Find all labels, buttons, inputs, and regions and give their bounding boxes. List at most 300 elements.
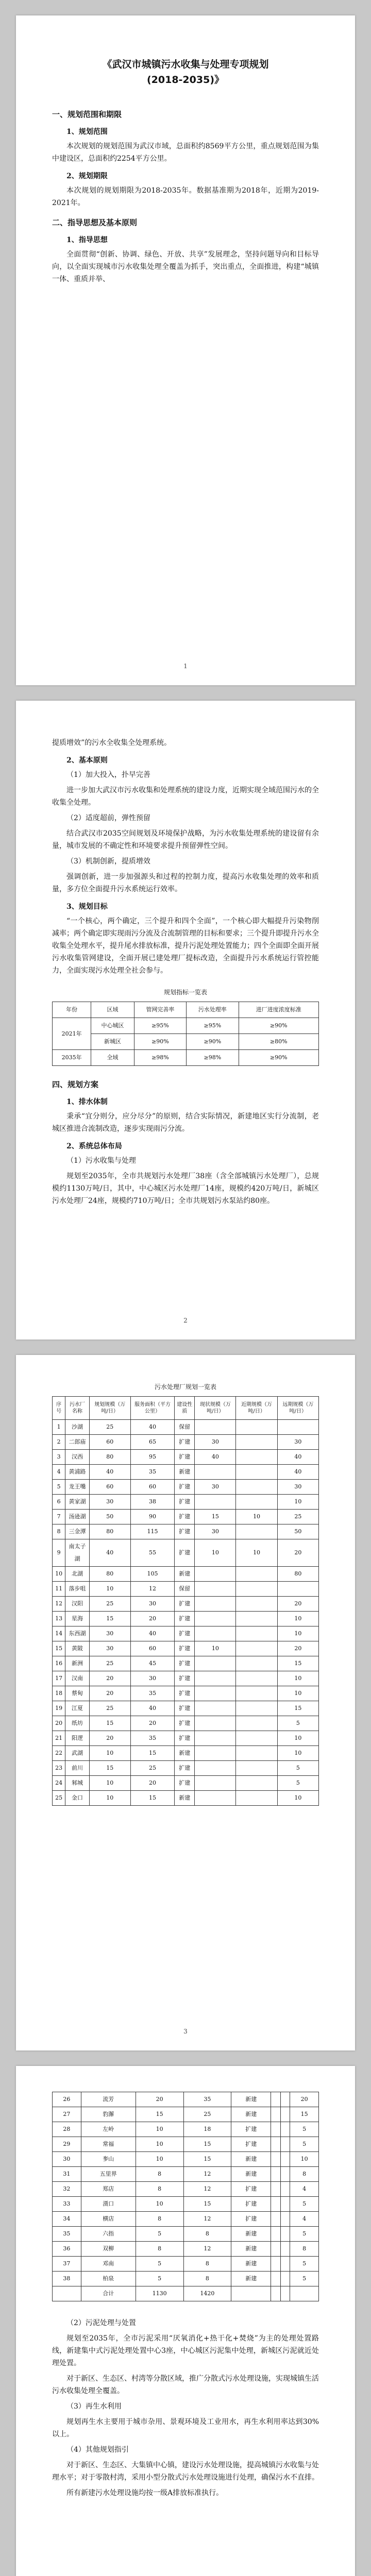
table-cell: 25 xyxy=(89,1656,130,1671)
table-cell xyxy=(195,1716,236,1731)
table-row xyxy=(53,1582,319,1597)
table-cell: 20 xyxy=(290,2092,319,2107)
table-cell: 24 xyxy=(53,1776,65,1791)
table-cell: 江夏 xyxy=(65,1701,89,1716)
table-cell xyxy=(195,1626,236,1641)
document-page-4 xyxy=(16,2066,355,2576)
table-cell: 18 xyxy=(53,1686,65,1701)
page-number: 3 xyxy=(183,2028,188,2035)
table-cell: 30 xyxy=(277,1480,318,1495)
principle-heading: （2）适度超前，弹性预留 xyxy=(66,814,150,822)
table-cell: 15 xyxy=(183,2152,231,2167)
table-cell xyxy=(195,1465,236,1480)
table-cell: 12 xyxy=(183,2242,231,2257)
table-cell: 12 xyxy=(183,2212,231,2227)
table-cell xyxy=(280,2212,290,2227)
table-cell: 5 xyxy=(277,1716,318,1731)
table-cell: 12 xyxy=(183,2182,231,2197)
table-cell: 50 xyxy=(89,1510,130,1524)
paragraph: 强调创新，进一步加强源头和过程的控制力度，提高污水收集处理的效率和质量，多方位全面提升污水系统运行效率。 xyxy=(52,873,319,893)
table-cell xyxy=(195,1791,236,1806)
table-cell xyxy=(280,2242,290,2257)
table-cell: 南太子湖 xyxy=(65,1539,89,1567)
table-cell: 扩建 xyxy=(175,1626,195,1641)
paragraph: 规划至2035年，全市污泥采用“厌氧消化+热干化+焚烧”为主的处理处置路线，新建集中式污泥处理处置中心3座，中心城区污泥集中处理，新城区污泥就近处理处置。 xyxy=(52,2334,319,2367)
table-cell: 5 xyxy=(290,2272,319,2286)
table-cell: 常福 xyxy=(81,2137,136,2152)
table-cell xyxy=(277,1420,318,1435)
table-cell: 90 xyxy=(130,1510,174,1524)
table-cell: 新建 xyxy=(175,1567,195,1582)
table-cell: 60 xyxy=(130,1480,174,1495)
paragraph: 秉承“宜分则分，应分尽分”的原则，结合实际情况，新建地区实行分流制，老城区推进合流制改造，逐步实现雨污分流。 xyxy=(52,1112,319,1133)
table-cell: 35 xyxy=(53,2227,81,2242)
table-cell xyxy=(195,1731,236,1746)
table-cell: 10 xyxy=(277,1746,318,1761)
table-cell: 全域 xyxy=(91,1050,134,1066)
table-cell: 双柳 xyxy=(81,2242,136,2257)
table-cell: 汉西 xyxy=(65,1450,89,1465)
table-header-cell: 进厂进度浓度标准 xyxy=(239,1002,318,1018)
table-cell: 扩建 xyxy=(231,2212,271,2227)
table-cell: 新建 xyxy=(231,2227,271,2242)
table-cell xyxy=(271,2152,281,2167)
table-cell: 扩建 xyxy=(175,1510,195,1524)
table-cell xyxy=(271,2272,281,2286)
subsection-heading: 2、基本原则 xyxy=(66,756,108,765)
table-row xyxy=(53,2272,319,2286)
section-heading: 四、规划方案 xyxy=(52,1080,99,1089)
table-cell: 扩建 xyxy=(231,2197,271,2212)
table-cell: 8 xyxy=(53,1524,65,1539)
table-cell: 10 xyxy=(277,1731,318,1746)
table-cell: 11 xyxy=(53,1582,65,1597)
paragraph: 结合武汉市2035空间规划及环境保护战略，为污水收集处理系统的建设留有余量，城市发展的不确定性和环境要求提升预留弹性空间。 xyxy=(52,829,319,850)
table-cell: 20 xyxy=(277,1539,318,1567)
table-cell xyxy=(195,1776,236,1791)
page-1-content xyxy=(52,52,319,289)
table-cell: 8 xyxy=(290,2167,319,2182)
table-cell: 2035年 xyxy=(53,1050,91,1066)
table-row xyxy=(53,1495,319,1510)
table-cell: 纸坊 xyxy=(65,1716,89,1731)
table-cell: 扩建 xyxy=(175,1480,195,1495)
table-row xyxy=(53,2286,319,2301)
table-cell: 37 xyxy=(53,2257,81,2272)
page-4-content xyxy=(52,2092,319,2502)
table-cell xyxy=(195,1761,236,1776)
table-cell: 5 xyxy=(290,2257,319,2272)
paragraph: 对于新区、生态区、大集镇中心镇，建设污水处理设施，提高城镇污水收集与处理水平；对于零散村湾，采用小型分散式污水处理设施进行处理，确保污水不直排。 xyxy=(52,2461,319,2482)
table-row xyxy=(53,2092,319,2107)
table-cell: 扩建 xyxy=(231,2137,271,2152)
table-cell xyxy=(236,1435,277,1450)
document-page-1 xyxy=(16,15,355,685)
table-row xyxy=(53,1597,319,1612)
table-cell: 扩建 xyxy=(175,1686,195,1701)
table-cell xyxy=(236,1731,277,1746)
table-cell: ≥90% xyxy=(134,1034,186,1050)
table-cell: 横店 xyxy=(81,2212,136,2227)
table-row xyxy=(53,2227,319,2242)
table-cell xyxy=(195,1612,236,1626)
table-cell: 60 xyxy=(89,1435,130,1450)
paragraph: 所有新建污水处理设施均按一级A排放标准执行。 xyxy=(66,2489,224,2497)
table-cell: 扩建 xyxy=(175,1495,195,1510)
table-cell: 40 xyxy=(195,1450,236,1465)
table-cell: 2 xyxy=(53,1435,65,1450)
table-cell: 16 xyxy=(53,1656,65,1671)
table-cell: 新建 xyxy=(231,2092,271,2107)
table-cell xyxy=(236,1582,277,1597)
subsection-heading: 1、指导思想 xyxy=(66,236,108,244)
table-cell: 5 xyxy=(290,2122,319,2137)
table-cell: 7 xyxy=(53,1510,65,1524)
table-cell: 28 xyxy=(53,2122,81,2137)
table-cell: 40 xyxy=(130,1420,174,1435)
table-cell: 10 xyxy=(53,1567,65,1582)
table-header-cell: 规划规模（万吨/日） xyxy=(89,1397,130,1420)
table-cell: 29 xyxy=(53,2137,81,2152)
table-cell: 35 xyxy=(183,2092,231,2107)
table-row xyxy=(53,1656,319,1671)
paragraph: 规划至2035年，全市共规划污水处理厂38座（含全部城镇污水处理厂），总规模约1130万吨/日，其中，中心城区污水处理厂14座，规模约420万吨/日，新城区污水处理厂24座，规模约710万吨/日；全市共规划污水泵站约80座。 xyxy=(52,1172,319,1205)
table-cell: 扩建 xyxy=(175,1776,195,1791)
table-cell xyxy=(236,1480,277,1495)
table-cell: 15 xyxy=(130,1746,174,1761)
table-cell xyxy=(236,1420,277,1435)
table-cell: 奓山 xyxy=(81,2152,136,2167)
table-row xyxy=(53,1671,319,1686)
table-cell: 15 xyxy=(183,2197,231,2212)
table-cell: 扩建 xyxy=(175,1524,195,1539)
table-cell: 25 xyxy=(183,2107,231,2122)
subsection-heading: 3、规划目标 xyxy=(66,903,108,911)
table-cell xyxy=(236,1686,277,1701)
table-cell: 扩建 xyxy=(175,1612,195,1626)
table-cell: 10 xyxy=(136,2137,183,2152)
table-cell: 新建 xyxy=(175,1746,195,1761)
table-cell: 40 xyxy=(89,1465,130,1480)
table-cell: 保留 xyxy=(175,1582,195,1597)
table-cell: ≥98% xyxy=(187,1050,239,1066)
table-cell: 扩建 xyxy=(175,1597,195,1612)
table-cell: 8 xyxy=(290,2242,319,2257)
table-cell: 10 xyxy=(277,1686,318,1701)
table-cell: 10 xyxy=(89,1746,130,1761)
table-cell xyxy=(195,1671,236,1686)
table-cell: 34 xyxy=(53,2212,81,2227)
table-cell: 北湖 xyxy=(65,1567,89,1582)
table-cell xyxy=(236,1597,277,1612)
table-cell: 星海 xyxy=(65,1612,89,1626)
table-row xyxy=(53,2122,319,2137)
table-cell: 40 xyxy=(277,1465,318,1480)
table-row xyxy=(53,1050,319,1066)
table-cell xyxy=(280,2107,290,2122)
table-cell: 31 xyxy=(53,2167,81,2182)
table-cell: 中心城区 xyxy=(91,1018,134,1034)
table-cell: 六指 xyxy=(81,2227,136,2242)
paragraph: 进一步加大武汉市污水收集和处理系统的建设力度，近期实现全域范围污水的全收集全处理。 xyxy=(52,786,319,807)
table-row xyxy=(53,1731,319,1746)
table-cell: 20 xyxy=(130,1612,174,1626)
indicator-table xyxy=(52,1002,319,1066)
table-cell: 8 xyxy=(136,2242,183,2257)
table-cell: 30 xyxy=(89,1641,130,1656)
table-row xyxy=(53,1465,319,1480)
table-caption: 规划指标一览表 xyxy=(163,989,207,996)
table-cell xyxy=(236,1791,277,1806)
table-cell: 60 xyxy=(89,1480,130,1495)
table-cell xyxy=(231,2286,271,2301)
table-cell xyxy=(280,2122,290,2137)
table-cell: 95 xyxy=(130,1450,174,1465)
paragraph: 本次规划的规划期限为2018-2035年。数据基准期为2018年，近期为2019-2021年。 xyxy=(52,187,319,207)
table-cell: 15 xyxy=(136,2107,183,2122)
table-cell: 55 xyxy=(130,1539,174,1567)
table-cell xyxy=(271,2092,281,2107)
plant-table xyxy=(52,1396,319,1806)
table-cell xyxy=(280,2227,290,2242)
table-cell xyxy=(236,1701,277,1716)
table-cell: 45 xyxy=(130,1656,174,1671)
page-number: 2 xyxy=(183,1317,188,1324)
table-cell: 14 xyxy=(53,1626,65,1641)
principle-heading: （2）污泥处理与处置 xyxy=(66,2319,136,2327)
table-row xyxy=(53,2182,319,2197)
table-cell: 15 xyxy=(89,1761,130,1776)
table-cell xyxy=(280,2182,290,2197)
table-cell: 扩建 xyxy=(175,1641,195,1656)
table-cell: 8 xyxy=(136,2212,183,2227)
table-cell: 5 xyxy=(277,1761,318,1776)
table-cell: 25 xyxy=(89,1701,130,1716)
table-row xyxy=(53,1539,319,1567)
table-cell: 新建 xyxy=(231,2167,271,2182)
table-cell: 8 xyxy=(183,2227,231,2242)
table-cell: 15 xyxy=(130,1791,174,1806)
table-cell xyxy=(271,2137,281,2152)
table-cell: 50 xyxy=(277,1524,318,1539)
document-page-2 xyxy=(16,701,355,1340)
table-cell: ≥95% xyxy=(134,1018,186,1034)
table-row xyxy=(53,2257,319,2272)
table-cell: 东西湖 xyxy=(65,1626,89,1641)
table-cell: 40 xyxy=(277,1450,318,1465)
table-cell: 30 xyxy=(195,1435,236,1450)
table-cell: 25 xyxy=(89,1420,130,1435)
table-row xyxy=(53,1776,319,1791)
table-cell: 扩建 xyxy=(175,1701,195,1716)
table-cell: 扩建 xyxy=(175,1731,195,1746)
table-cell: 扩建 xyxy=(175,1450,195,1465)
table-row xyxy=(53,1716,319,1731)
table-cell xyxy=(280,2092,290,2107)
table-cell: 龙王嘴 xyxy=(65,1480,89,1495)
table-cell: 10 xyxy=(89,1582,130,1597)
table-cell xyxy=(236,1524,277,1539)
table-cell xyxy=(53,2286,81,2301)
table-cell: 新洲 xyxy=(65,1656,89,1671)
table-cell: 新建 xyxy=(231,2107,271,2122)
table-cell: 5 xyxy=(136,2272,183,2286)
table-cell: 10 xyxy=(277,1626,318,1641)
table-cell: 80 xyxy=(277,1567,318,1582)
table-cell xyxy=(271,2167,281,2182)
table-cell: 20 xyxy=(130,1776,174,1791)
plant-table-body xyxy=(53,1420,319,1806)
table-cell: 40 xyxy=(130,1701,174,1716)
table-cell: 扩建 xyxy=(175,1716,195,1731)
table-cell: 黄陂 xyxy=(65,1641,89,1656)
table-cell: 10 xyxy=(89,1791,130,1806)
paragraph: 对于新区、生态区、村湾等分散区域，推广分散式污水处理设施，实现城镇生活污水收集处理全覆盖。 xyxy=(52,2375,319,2395)
subsection-heading: 1、规划范围 xyxy=(66,128,108,136)
principle-heading: （1）污水收集与处理 xyxy=(66,1157,136,1165)
table-header-cell: 区域 xyxy=(91,1002,134,1018)
table-row xyxy=(53,1510,319,1524)
table-cell: 20 xyxy=(136,2092,183,2107)
table-cell xyxy=(195,1686,236,1701)
table-cell xyxy=(271,2227,281,2242)
table-cell: ≥90% xyxy=(239,1050,318,1066)
table-row xyxy=(53,2197,319,2212)
table-cell: 25 xyxy=(277,1510,318,1524)
table-cell: 22 xyxy=(53,1746,65,1761)
table-cell: 5 xyxy=(53,1480,65,1495)
table-cell: 12 xyxy=(183,2167,231,2182)
table-cell: 17 xyxy=(53,1671,65,1686)
table-cell: 20 xyxy=(277,1597,318,1612)
table-cell xyxy=(195,1597,236,1612)
table-cell: 扩建 xyxy=(175,1435,195,1450)
document-title xyxy=(52,57,319,88)
table-cell: 1420 xyxy=(183,2286,231,2301)
table-cell: 扩建 xyxy=(231,2182,271,2197)
table-cell: 5 xyxy=(290,2197,319,2212)
principle-heading: （3）机制创新，提质增效 xyxy=(66,857,150,866)
table-cell: 6 xyxy=(53,1495,65,1510)
table-cell: 新建 xyxy=(231,2152,271,2167)
table-cell: 40 xyxy=(130,1626,174,1641)
table-cell: 武湖 xyxy=(65,1746,89,1761)
table-cell: 黄浦路 xyxy=(65,1465,89,1480)
table-cell: 80 xyxy=(89,1567,130,1582)
table-cell: 5 xyxy=(290,2137,319,2152)
paragraph: 提质增效”的污水全收集全处理系统。 xyxy=(52,739,172,747)
table-cell: 10 xyxy=(136,2122,183,2137)
table-cell: 二郎庙 xyxy=(65,1435,89,1450)
title-line-2: (2018-2035)》 xyxy=(146,74,224,86)
title-line-1: 《武汉市城镇污水收集与处理专项规划 xyxy=(102,59,269,70)
table-row xyxy=(53,1420,319,1435)
paragraph: 全面贯彻“创新、协调、绿色、开放、共享”发展理念，坚持问题导向和目标导向，以全面实现城市污水收集处理全覆盖为抓手，突出重点，全面推进，构建“城镇一体、重质并举、 xyxy=(52,250,319,283)
table-cell xyxy=(236,1776,277,1791)
page-2-content xyxy=(52,737,319,1210)
table-cell: 30 xyxy=(195,1480,236,1495)
table-cell: 15 xyxy=(183,2137,231,2152)
table-cell: 30 xyxy=(89,1495,130,1510)
table-cell: 新建 xyxy=(231,2272,271,2286)
table-cell: 新城区 xyxy=(91,1034,134,1050)
table-cell: 1 xyxy=(53,1420,65,1435)
table-cell: 汤逊湖 xyxy=(65,1510,89,1524)
table-cell: 前川 xyxy=(65,1761,89,1776)
table-cell: 4 xyxy=(290,2182,319,2197)
table-cell: ≥80% xyxy=(239,1034,318,1050)
table-row xyxy=(53,1612,319,1626)
table-cell: 20 xyxy=(89,1686,130,1701)
table-cell xyxy=(236,1746,277,1761)
table-cell: 豹澥 xyxy=(81,2107,136,2122)
table-row xyxy=(53,1641,319,1656)
table-cell: 20 xyxy=(89,1671,130,1686)
table-cell: 4 xyxy=(53,1465,65,1480)
table-cell: 新建 xyxy=(175,1465,195,1480)
table-cell: 25 xyxy=(53,1791,65,1806)
principle-heading: （1）加大投入，扑早完善 xyxy=(66,771,150,779)
table-cell: 2021年 xyxy=(53,1018,91,1050)
table-cell: 65 xyxy=(130,1435,174,1450)
subsection-heading: 2、系统总体布局 xyxy=(66,1142,122,1150)
table-cell: 30 xyxy=(277,1435,318,1450)
table-cell: 4 xyxy=(290,2212,319,2227)
table-cell: 10 xyxy=(277,1791,318,1806)
table-row xyxy=(53,2137,319,2152)
table-cell xyxy=(280,2152,290,2167)
table-cell: 柏泉 xyxy=(81,2272,136,2286)
table-cell: 8 xyxy=(183,2257,231,2272)
table-cell: 五里界 xyxy=(81,2167,136,2182)
document-page-3 xyxy=(16,1355,355,2050)
table-row xyxy=(53,1435,319,1450)
table-row xyxy=(53,1686,319,1701)
table-cell: 合计 xyxy=(81,2286,136,2301)
table-cell: 8 xyxy=(136,2182,183,2197)
table-cell: ≥90% xyxy=(187,1034,239,1050)
table-cell: 9 xyxy=(53,1539,65,1567)
table-cell: 21 xyxy=(53,1731,65,1746)
table-cell: 5 xyxy=(136,2257,183,2272)
table-cell: 10 xyxy=(290,2152,319,2167)
table-cell xyxy=(280,2257,290,2272)
table-cell: 1130 xyxy=(136,2286,183,2301)
table-cell: 10 xyxy=(236,1539,277,1567)
table-header-cell: 服务面积（平方公里） xyxy=(130,1397,174,1420)
table-cell: 19 xyxy=(53,1701,65,1716)
table-row xyxy=(53,1450,319,1465)
table-cell xyxy=(271,2197,281,2212)
table-cell: 汉南 xyxy=(65,1671,89,1686)
table-cell xyxy=(236,1612,277,1626)
table-cell: 30 xyxy=(53,2152,81,2167)
subsection-heading: 1、排水体制 xyxy=(66,1098,108,1106)
table-cell: 38 xyxy=(53,2272,81,2286)
table-cell xyxy=(271,2182,281,2197)
table-caption: 污水处理厂规划一览表 xyxy=(154,1383,216,1391)
table-cell xyxy=(271,2242,281,2257)
table-header-cell: 建设性质 xyxy=(175,1397,195,1420)
table-cell xyxy=(236,1567,277,1582)
table-cell: 15 xyxy=(89,1716,130,1731)
table-cell: 105 xyxy=(130,1567,174,1582)
table-cell: 流芳 xyxy=(81,2092,136,2107)
table-cell xyxy=(271,2286,281,2301)
table-cell: ≥95% xyxy=(187,1018,239,1034)
table-cell: 阳逻 xyxy=(65,1731,89,1746)
page-number: 1 xyxy=(183,663,188,670)
